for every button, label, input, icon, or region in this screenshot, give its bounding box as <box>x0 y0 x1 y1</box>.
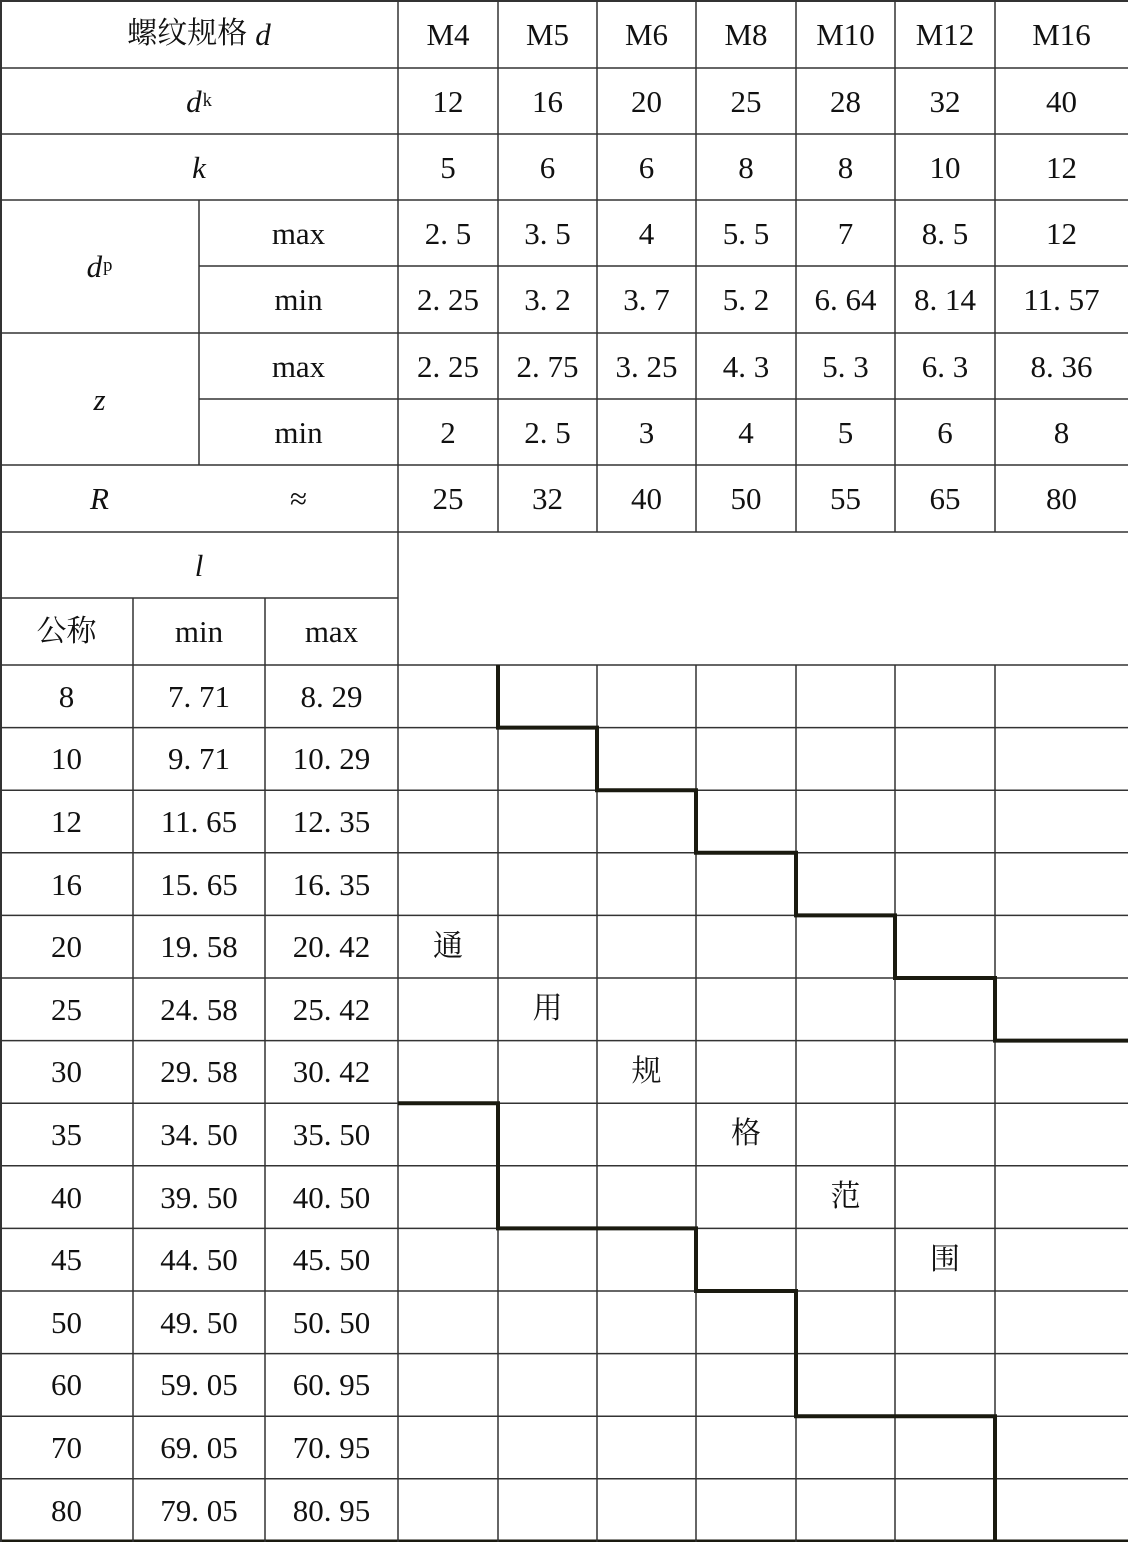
l-min-value: 24. 58 <box>160 991 238 1027</box>
l-max-value: 20. 42 <box>292 929 371 965</box>
dp-label-symbol: d <box>86 249 103 284</box>
l-nominal-value: 50 <box>51 1304 82 1340</box>
z-max-value: 4. 3 <box>722 348 770 384</box>
l-nominal-value: 45 <box>51 1242 82 1278</box>
l-nominal-value: 35 <box>51 1116 82 1152</box>
l-max-value: 45. 50 <box>292 1242 371 1278</box>
z-max-value: 3. 25 <box>615 348 678 384</box>
z-max-value: 5. 3 <box>822 348 869 384</box>
k-value: 6 <box>638 149 655 185</box>
dp-label <box>0 200 199 333</box>
k-value: 12 <box>1046 149 1077 185</box>
l-max-value: 60. 95 <box>292 1367 371 1403</box>
l-min-value: 34. 50 <box>160 1116 238 1152</box>
dp-max-label: max <box>271 215 326 251</box>
dp-max-value: 12 <box>1046 215 1077 251</box>
range-label-char: 用 <box>532 991 563 1027</box>
z-label <box>0 333 199 465</box>
z-min-value: 2 <box>440 414 456 450</box>
spec-header <box>0 0 398 68</box>
l-max-value: 50. 50 <box>292 1304 371 1340</box>
l-min-value: 7. 71 <box>168 678 230 714</box>
l-nominal-value: 20 <box>51 929 82 965</box>
size-header: M12 <box>915 16 975 52</box>
r-value: 65 <box>929 481 961 516</box>
z-max-value: 2. 75 <box>516 348 579 384</box>
z-max-value: 2. 25 <box>417 348 479 384</box>
l-nominal-value: 80 <box>51 1492 82 1528</box>
z-min-value: 6 <box>937 414 953 450</box>
l-min-value: 15. 65 <box>160 866 238 902</box>
k-value: 6 <box>539 149 556 185</box>
dp-min-value: 5. 2 <box>722 282 770 317</box>
r-value: 80 <box>1046 481 1077 516</box>
l-min-value: 29. 58 <box>160 1054 238 1090</box>
l-min-value: 79. 05 <box>160 1492 238 1528</box>
l-nominal-value: 16 <box>51 866 82 902</box>
z-min-value: 2. 5 <box>524 414 571 450</box>
l-label-symbol: l <box>194 547 204 583</box>
l-max-value: 25. 42 <box>292 991 371 1027</box>
dp-min-value: 3. 2 <box>524 282 571 317</box>
l-max-header: max <box>304 614 359 649</box>
size-header: M6 <box>624 16 669 52</box>
z-min-label: min <box>274 414 323 450</box>
dp-max-value: 7 <box>837 215 854 251</box>
k-value: 8 <box>837 149 854 185</box>
l-min-value: 69. 05 <box>160 1429 238 1465</box>
l-nominal-value: 8 <box>58 678 75 714</box>
r-value: 25 <box>432 481 464 516</box>
l-max-value: 35. 50 <box>292 1116 371 1152</box>
dp-max-value: 4 <box>638 215 655 251</box>
k-value: 5 <box>440 149 456 185</box>
k-label <box>0 134 398 200</box>
l-min-value: 44. 50 <box>160 1242 238 1278</box>
dp-min-value: 2. 25 <box>417 282 479 317</box>
dp-min-value: 3. 7 <box>623 282 670 317</box>
z-label-symbol: z <box>93 381 106 417</box>
l-nominal-value: 40 <box>51 1179 82 1215</box>
k-value: 10 <box>929 149 961 185</box>
range-label-char: 通 <box>433 928 463 964</box>
l-min-header: min <box>174 614 224 649</box>
dk-value: 25 <box>730 83 762 119</box>
range-label-char: 范 <box>830 1179 861 1215</box>
l-nominal-value: 10 <box>51 741 82 777</box>
l-min-value: 11. 65 <box>160 803 238 839</box>
l-min-value: 19. 58 <box>160 929 238 965</box>
r-approx-sign: ≈ <box>289 481 307 516</box>
dk-value: 16 <box>532 83 563 119</box>
z-min-value: 5 <box>837 414 854 450</box>
spec-header-var: d <box>255 16 271 52</box>
dk-value: 32 <box>929 83 961 119</box>
l-max-value: 80. 95 <box>292 1492 371 1528</box>
l-min-value: 49. 50 <box>160 1304 238 1340</box>
dk-value: 12 <box>432 83 464 119</box>
l-nominal-header: 公称 <box>36 613 97 649</box>
l-min-value: 39. 50 <box>160 1179 238 1215</box>
z-max-label: max <box>271 348 326 384</box>
size-header: M16 <box>1032 16 1091 52</box>
dp-max-value: 2. 5 <box>424 215 472 251</box>
l-nominal-value: 30 <box>51 1054 82 1090</box>
l-nominal-value: 70 <box>51 1429 82 1465</box>
size-header: M4 <box>426 16 470 52</box>
dp-min-value: 6. 64 <box>814 282 877 317</box>
dp-max-value: 5. 5 <box>722 215 770 251</box>
dk-label <box>0 68 398 134</box>
dp-min-label: min <box>274 282 323 317</box>
r-value: 32 <box>532 481 563 516</box>
r-value: 40 <box>631 481 662 516</box>
l-max-value: 70. 95 <box>292 1429 371 1465</box>
z-min-value: 3 <box>638 414 655 450</box>
dp-max-value: 3. 5 <box>524 215 571 251</box>
r-value: 55 <box>830 481 861 516</box>
l-nominal-value: 25 <box>51 991 82 1027</box>
range-label-char: 规 <box>631 1053 662 1089</box>
r-label <box>0 465 199 532</box>
dp-min-value: 8. 14 <box>914 282 976 317</box>
range-label-char: 格 <box>731 1116 761 1152</box>
l-max-value: 30. 42 <box>292 1054 371 1090</box>
dk-value: 20 <box>631 83 662 119</box>
size-header: M5 <box>525 16 570 52</box>
size-header: M10 <box>816 16 875 52</box>
l-max-value: 40. 50 <box>292 1179 371 1215</box>
k-value: 8 <box>738 149 754 185</box>
z-max-value: 8. 36 <box>1030 348 1093 384</box>
l-min-value: 59. 05 <box>160 1367 238 1403</box>
dk-value: 28 <box>830 83 861 119</box>
dp-min-value: 11. 57 <box>1023 282 1100 317</box>
z-max-value: 6. 3 <box>921 348 969 384</box>
dk-label-subscript: k <box>202 89 212 111</box>
l-max-value: 12. 35 <box>292 803 371 839</box>
dk-label-symbol: d <box>186 83 202 119</box>
r-value: 50 <box>730 481 762 516</box>
dp-max-value: 8. 5 <box>921 215 969 251</box>
l-max-value: 8. 29 <box>300 678 363 714</box>
l-min-value: 9. 71 <box>168 741 230 777</box>
r-label-symbol: R <box>90 481 109 516</box>
z-min-value: 8 <box>1053 414 1070 450</box>
l-max-value: 10. 29 <box>292 741 371 777</box>
dp-label-subscript: p <box>103 255 113 277</box>
l-nominal-value: 60 <box>51 1367 82 1403</box>
l-nominal-value: 12 <box>51 803 82 839</box>
z-min-value: 4 <box>738 414 754 450</box>
dk-value: 40 <box>1046 83 1077 119</box>
size-header: M8 <box>724 16 768 52</box>
range-label-char: 围 <box>930 1241 960 1277</box>
l-label <box>0 532 398 598</box>
k-label-symbol: k <box>192 149 206 185</box>
spec-header-label: 螺纹规格 <box>127 16 248 51</box>
l-max-value: 16. 35 <box>292 866 371 902</box>
